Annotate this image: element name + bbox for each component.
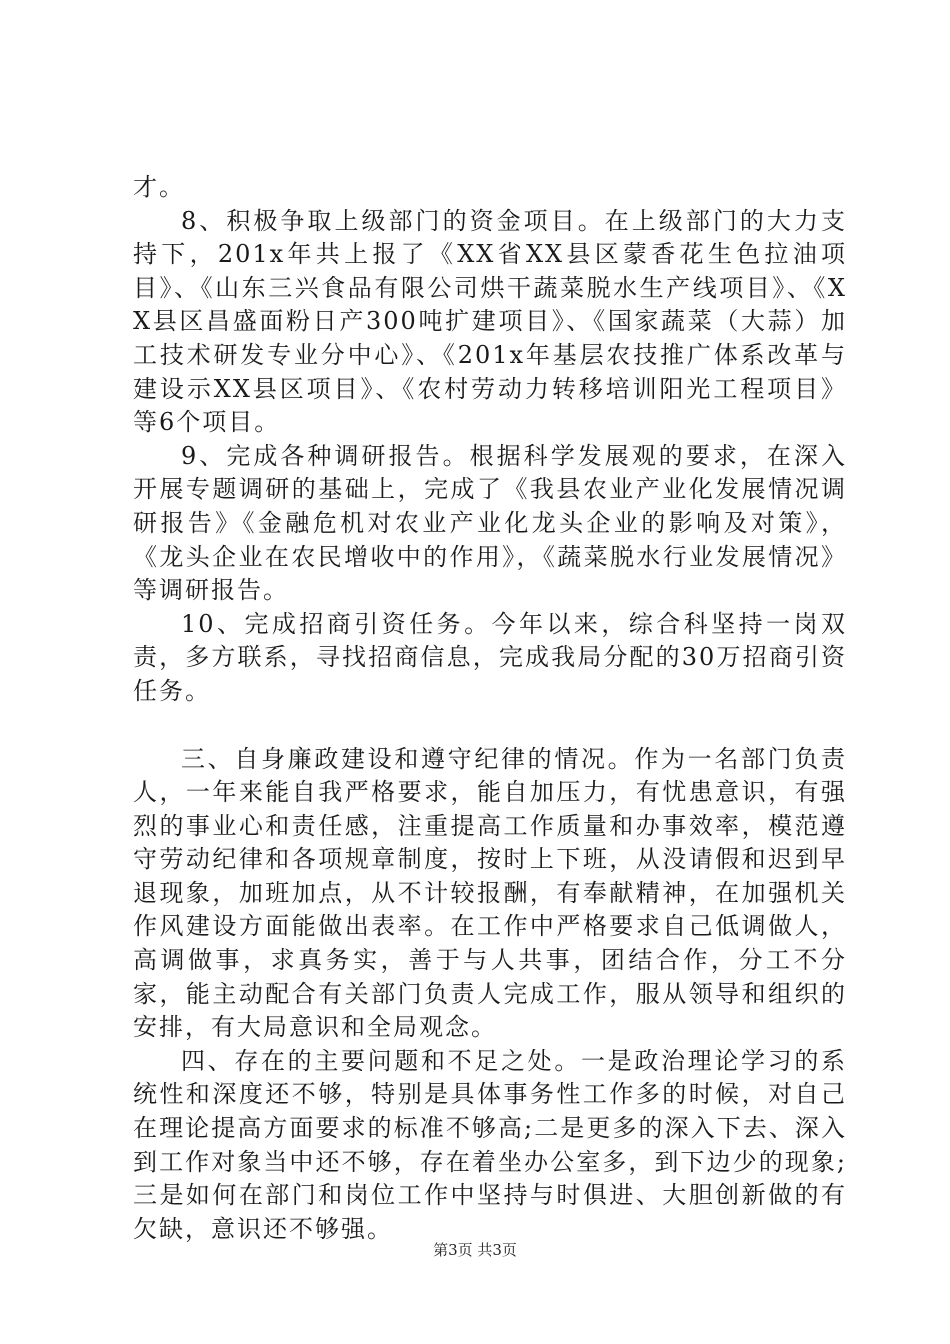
page-footer: 第3页 共3页 [433, 1241, 517, 1259]
paragraph-section-4: 四、存在的主要问题和不足之处。一是政治理论学习的系统性和深度还不够，特别是具体事务性工作多的时候，对自己在理论提高方面要求的标准不够高;二是更多的深入下去、深入到工作对象当中还不够，存在着坐办公室多，到下边少的现象;三是如何在部门和岗位工作中坚持与时俱进、大胆创新做的有欠缺，意识还不够强。 [133, 1046, 847, 1243]
paragraph-item-8: 8、积极争取上级部门的资金项目。在上级部门的大力支持下，201x年共上报了《XX省XX县区蒙香花生色拉油项目》、《山东三兴食品有限公司烘干蔬菜脱水生产线项目》、《XX县区昌盛面粉日产300吨扩建项目》、《国家蔬菜（大蒜）加工技术研发专业分中心》、《201x年基层农技推广体系改革与建设示XX县区项目》、《农村劳动力转移培训阳光工程项目》等6个项目。 [133, 206, 847, 437]
paragraph-continuation: 才。 [133, 173, 185, 201]
paragraph-item-9: 9、完成各种调研报告。根据科学发展观的要求，在深入开展专题调研的基础上，完成了《我县农业产业化发展情况调研报告》《金融危机对农业产业化龙头企业的影响及对策》，《龙头企业在农民增收中的作用》，《蔬菜脱水行业发展情况》等调研报告。 [133, 441, 847, 605]
document-body [133, 171, 847, 1246]
paragraph-item-10: 10、完成招商引资任务。今年以来，综合科坚持一岗双责，多方联系，寻找招商信息，完成我局分配的30万招商引资任务。 [133, 609, 847, 705]
paragraph-spacer [133, 709, 847, 743]
paragraph-section-3: 三、自身廉政建设和遵守纪律的情况。作为一名部门负责人，一年来能自我严格要求，能自加压力，有忧患意识，有强烈的事业心和责任感，注重提高工作质量和办事效率，模范遵守劳动纪律和各项规章制度，按时上下班，从没请假和迟到早退现象，加班加点，从不计较报酬，有奉献精神，在加强机关作风建设方面能做出表率。在工作中严格要求自己低调做人，高调做事，求真务实，善于与人共事，团结合作，分工不分家，能主动配合有关部门负责人完成工作，服从领导和组织的安排，有大局意识和全局观念。 [133, 744, 847, 1042]
